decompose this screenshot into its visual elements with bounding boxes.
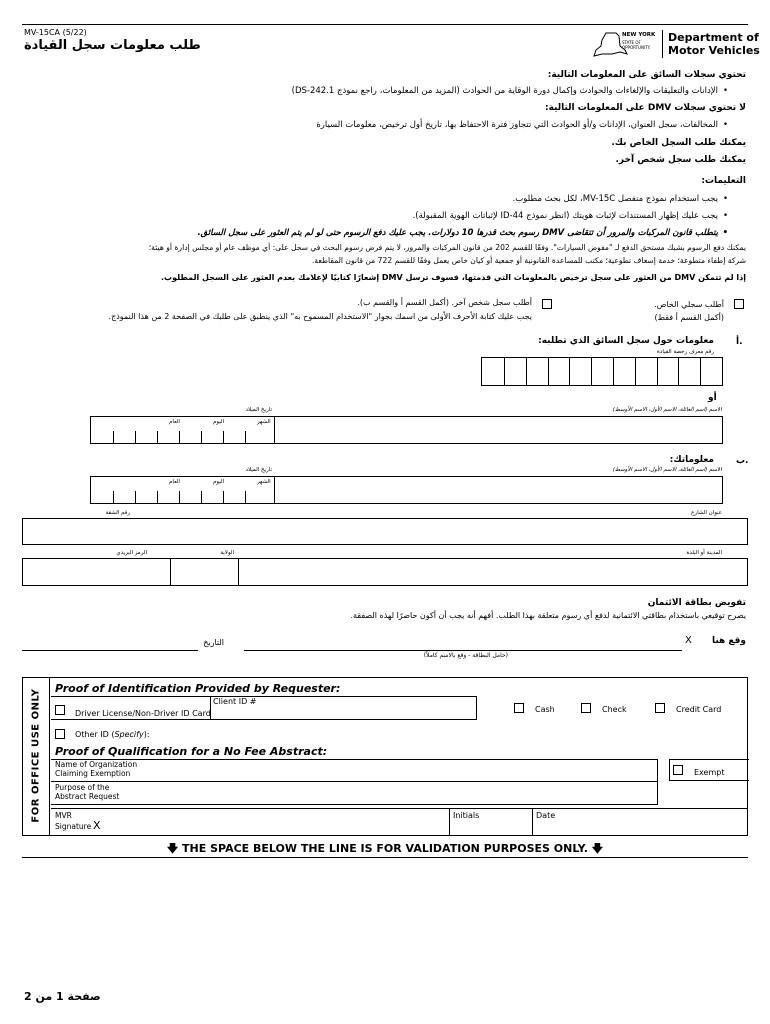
sign-here-label: وقع هنا: [711, 636, 746, 646]
section-b-heading: معلوماتك:: [669, 455, 714, 465]
fee-note: يمكنك دفع الرسوم بشيك مستحق الدفع لـ "مفوض السيارات". وفقًا للقسم 202 من قانون المركبات والمرور، لا يتم فرض رسوم البحث في سجل على: أي موظف عام أو مجلس إدارة أو هيئة؛: [148, 243, 746, 252]
contains-heading: تحتوي سجلات السائق على المعلومات التالية:: [547, 70, 746, 80]
office-date-label: Date: [536, 811, 556, 820]
section-a-name-dob-row: العام اليوم الشهر: [90, 416, 723, 444]
own-record-checkbox[interactable]: [734, 299, 744, 309]
instructions-heading: التعليمات:: [701, 176, 746, 186]
mvr-x: X: [93, 819, 101, 832]
department-name: Department of Motor Vehicles: [668, 31, 760, 57]
form-number: MV-15CA (5/22): [24, 28, 87, 37]
section-b-name-dob-row: العام اليوم الشهر: [90, 476, 723, 504]
other-record-label: أطلب سجل شخص آخر. (أكمل القسم أ والقسم ب).: [357, 298, 532, 307]
own-record-label: أطلب سجلي الخاص. (أكمل القسم أ فقط): [654, 300, 724, 322]
street-address-input[interactable]: [22, 518, 748, 545]
not-contains-heading: لا تحتوي سجلات DMV على المعلومات التالية:: [544, 103, 746, 113]
mvr-signature-label: MVR Signature: [55, 811, 92, 831]
section-a-heading: معلومات حول سجل السائق الذي تطلبه:: [538, 336, 714, 346]
not-found-note: إذا لم تتمكن DMV من العثور على سجل ترخيص بالمعلومات التي قدمتها، فسوف ترسل DMV إشعارًا كتابيًا لإعلامك بعدم العثور على السجل المطلوب.: [160, 273, 746, 282]
signature-x: X: [685, 635, 692, 646]
contains-bullet: • الإدانات والتعليقات والإلغاءات والحوادث وإكمال دورة الوقاية من الحوادث (المزيد من المعلومات، راجع نموذج DS-242.1): [292, 86, 718, 96]
other-id-checkbox[interactable]: [55, 729, 65, 739]
qualification-heading: Proof of Qualification for a No Fee Abstract:: [55, 745, 328, 758]
office-use-label: FOR OFFICE USE ONLY: [30, 688, 42, 823]
client-id-input[interactable]: [481, 357, 723, 386]
exempt-label: Exempt: [694, 768, 725, 777]
other-record-note: يجب عليك كتابة الأحرف الأولى من اسمك بجوار "الاستخدام المسموح به" الذي ينطبق على طلبك في الصفحة 2 من هذا النموذج.: [108, 312, 532, 321]
arrow-down-icon: 🡇: [166, 842, 179, 855]
check-label: Check: [602, 705, 627, 714]
drivers-license-checkbox[interactable]: [55, 705, 65, 715]
other-id-label: Other ID (Specify):: [75, 730, 150, 739]
date-label: التاريخ: [203, 638, 224, 647]
initials-label: Initials: [453, 811, 480, 820]
instruction-bullet: • يجب استخدام نموذج منفصل MV-15C، لكل بحث مطلوب.: [513, 194, 718, 204]
not-contains-bullet: • المخالفات، سجل العنوان، الإدانات و/أو الحوادث التي تتجاوز فترة الاحتفاظ بها، تاريخ أول ترخيص، معلومات السيارة: [316, 120, 718, 130]
instruction-bullet: • يتطلب قانون المركبات والمرور أن تتقاضى DMV رسوم بحث قدرها 10 دولارات. يجب عليك دفع الرسوم حتى لو لم يتم العثور على سجل السائق.: [197, 228, 718, 238]
credit-card-checkbox[interactable]: [655, 703, 665, 713]
check-checkbox[interactable]: [581, 703, 591, 713]
other-record-checkbox[interactable]: [542, 299, 552, 309]
section-a-letter: أ.: [736, 337, 743, 347]
signature-hint: (حامل البطاقة - وقع بالاسم كاملاً): [423, 652, 508, 659]
credit-text: يصرح توقيعي باستخدام بطاقتي الائتمانية لدفع أي رسوم متعلقة بهذا الطلب. أفهم أنه يجب أن أكون حاضرًا لهذه الصفقة.: [350, 611, 746, 620]
page-title: طلب معلومات سجل القيادة: [24, 38, 201, 53]
request-own-note: يمكنك طلب السجل الخاص بك.: [611, 138, 746, 148]
purpose-label: Purpose of the Abstract Request: [55, 783, 120, 801]
city-state-zip-row[interactable]: [22, 558, 748, 586]
section-b-letter: ب.: [736, 456, 749, 466]
signature-line[interactable]: [244, 650, 682, 651]
credit-heading: تفويض بطاقة الائتمان: [647, 598, 746, 608]
nys-logo: NEW YORK STATE OF OPPORTUNITY.: [592, 30, 662, 60]
office-use-box: [22, 677, 748, 836]
request-other-note: يمكنك طلب سجل شخص آخر.: [615, 155, 746, 165]
validation-note: 🡇 THE SPACE BELOW THE LINE IS FOR VALIDATION PURPOSES ONLY. 🡇: [166, 842, 604, 855]
exempt-checkbox[interactable]: [673, 765, 683, 775]
date-line[interactable]: [22, 650, 198, 651]
proof-id-heading: Proof of Identification Provided by Requester:: [55, 682, 341, 695]
page-number: صفحة 1 من 2: [24, 990, 101, 1003]
instruction-bullet: • يجب عليك إظهار المستندات لإثبات هويتك (انظر نموذج ID-44 لإثباتات الهوية المقبولة).: [413, 211, 718, 221]
fee-note: شركة إطفاء متطوعة؛ خدمة إسعاف تطوعية؛ مكتب للمساعدة القانونية أو جمعية أو كيان خاص يعمل وفقًا للقسم 722 من قانون المقاطعة.: [311, 256, 746, 265]
arrow-down-icon: 🡇: [591, 842, 604, 855]
or-label: أو: [708, 393, 717, 403]
cash-checkbox[interactable]: [514, 703, 524, 713]
cash-label: Cash: [535, 705, 555, 714]
credit-card-label: Credit Card: [676, 705, 722, 714]
org-name-label: Name of Organization Claiming Exemption: [55, 760, 138, 778]
client-id-label: Client ID #: [213, 697, 257, 706]
drivers-license-label: Driver License/Non-Driver ID Card: [75, 709, 211, 718]
